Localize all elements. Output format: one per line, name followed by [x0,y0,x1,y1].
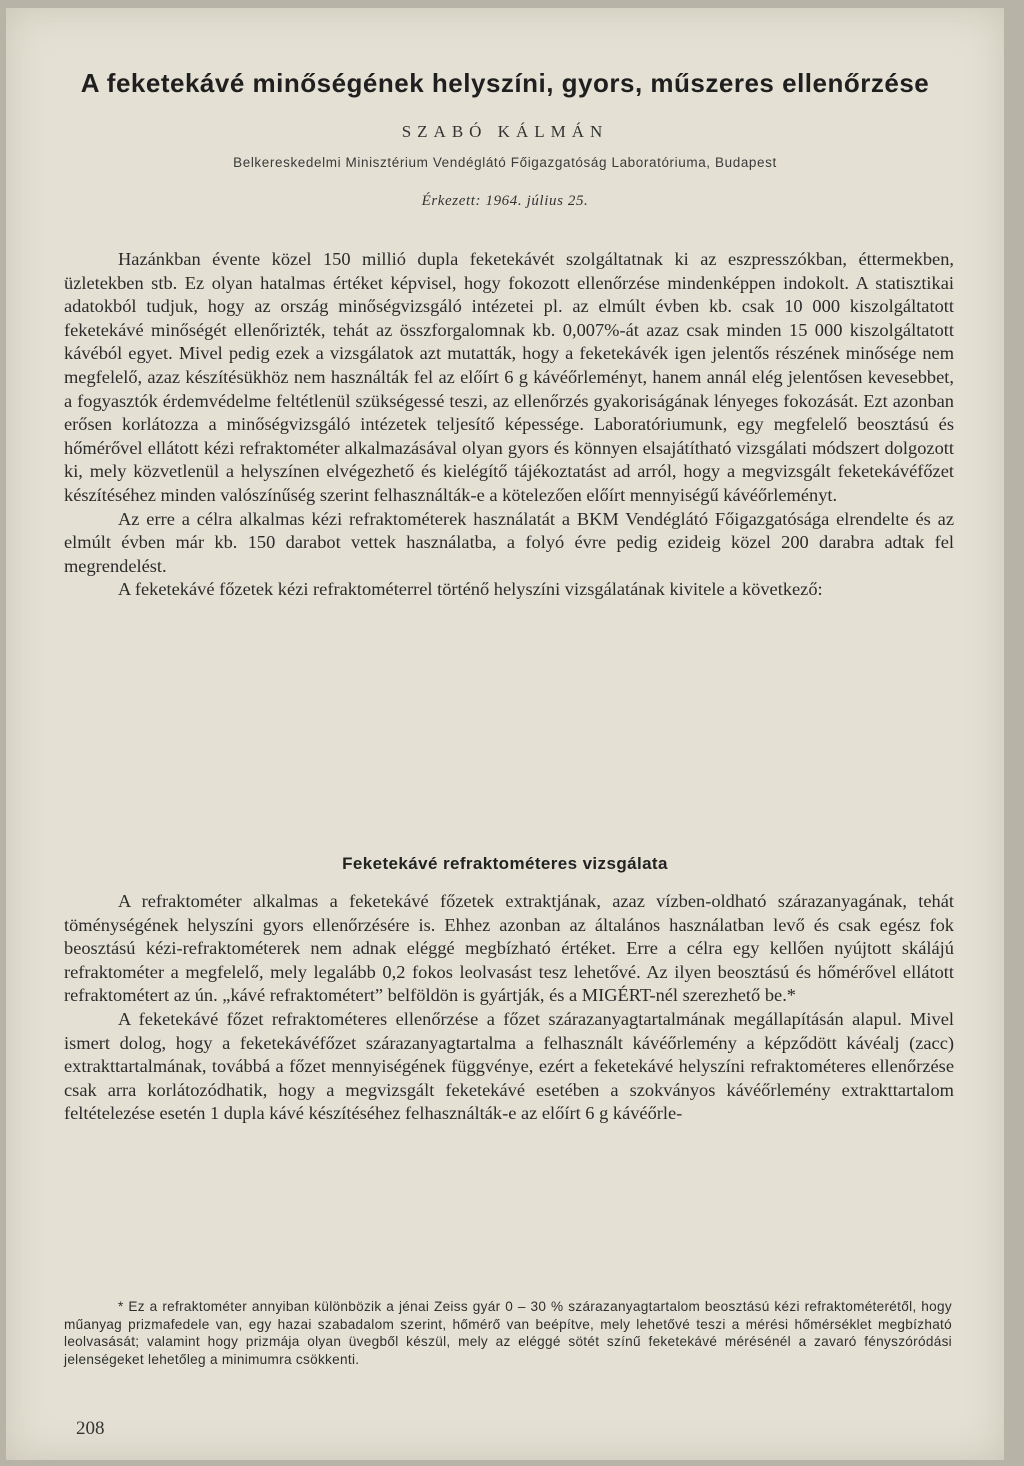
paragraph: A feketekávé főzetek kézi refraktométerrel történő helyszíni vizsgálatának kivitele a következő: [118,579,823,600]
paragraph: Az erre a célra alkalmas kézi refraktométerek használatát a BKM Vendéglátó Főigazgatósága elrendelte és az elmúlt évben már kb. 150 darabot vettek használatba, a folyó évre pedig ezideig közel 200 darabra adtak fel megrendelést. [64,508,954,576]
footnote: * Ez a refraktométer annyiban különbözik a jénai Zeiss gyár 0 – 30 % szárazanyagtartalom beosztású kézi refraktométerétől, hogy műanyag prizmafedele van, egy hazai szabadalom szerint, hőmérő van beépítve, mely lehetővé teszi a mérési hőmérséklet megbízható leolvasását; valamint hogy prizmája olyan üvegből készül, mely az eléggé sötét színű feketekávé mérésénél a zavaró fényszóródási jelenségeket lehetőleg a minimumra csökkenti. [64,1299,952,1367]
author-affiliation: Belkereskedelmi Minisztérium Vendéglátó Főigazgatóság Laboratóriuma, Budapest [233,155,777,170]
author-name: SZABÓ KÁLMÁN [401,122,609,141]
paragraph: A feketekávé főzet refraktométeres ellenőrzése a főzet szárazanyagtartalmának megállapításán alapul. Mivel ismert dolog, hogy a feketekávéfőzet szárazanyagtartalma a felhasznált kávéőrlemény a képződött kávéalj (zacc) extrakttartalmának, továbbá a főzet mennyiségének függvénye, ezért a feketekávé helyszíni refraktométeres ellenőrzése csak arra korlátozódhatik, hogy a megvizsgált feketekávé esetében a szokványos kávéőrlemény extrakttartalom feltételezése esetén 1 dupla kávé készítéséhez felhasználták-e az előírt 6 g kávéőrle- [64,1008,954,1124]
paragraph: A refraktométer alkalmas a feketekávé főzetek extraktjának, azaz vízben-oldható szárazanyagának, tehát töménységének helyszíni gyors ellenőrzésére is. Ehhez azonban az általános használatban levő és csak egész fok beosztású kézi-refraktométerek nem adnak eléggé megbízható értéket. Erre a célra egy kellően nyújtott skálájú refraktométer a megfelelő, mely legalább 0,2 fokos leolvasást tesz lehetővé. Az ilyen beosztású és hőmérővel ellátott refraktométert az ún. „kávé refraktométert” belföldön is gyártják, és a MIGÉRT-nél szerezhető be.* [64,891,954,1006]
article-title: A feketekávé minőségének helyszíni, gyors, műszeres ellenőrzése [80,68,930,98]
page-number: 208 [76,1418,105,1439]
section-heading: Feketekávé refraktométeres vizsgálata [342,854,668,873]
section-text [64,890,954,1126]
document-page [6,8,1004,1460]
intro-text [64,248,954,602]
paragraph: Hazánkban évente közel 150 millió dupla feketekávét szolgáltatnak ki az eszpresszókban, éttermekben, üzletekben stb. Ez olyan hatalmas értéket képvisel, hogy fokozott ellenőrzése mindenképpen indokolt. A statisztikai adatokból tudjuk, hogy az ország minőségvizsgáló intézetei pl. az elmúlt évben kb. csak 10 000 kiszolgáltatott feketekávé minőségét ellenőrizték, tehát az összforgalomnak kb. 0,007%-át azaz csak minden 15 000 kiszolgáltatott kávéból egyet. Mivel pedig ezek a vizsgálatok azt mutatták, hogy a feketekávék igen jelentős részének minősége nem megfelelő, azaz készítésükhöz nem használták fel az előírt 6 g kávéőrleményt, hanem annál elég jelentősen kevesebbet, a fogyasztók érdemvédelme feltétlenül szükségessé teszi, az ellenőrzés gyakoriságának lényeges fokozását. Ezt azonban erősen korlátozza a minőségvizsgáló intézetek teljesítő képessége. Laboratóriumunk, egy megfelelő beosztású és hőmérővel ellátott kézi refraktométer alkalmazásával olyan gyors és könnyen elsajátítható vizsgálati módszert dolgozott ki, mely közvetlenül a helyszínen elvégezhető és kielégítő tájékoztatást ad arról, hogy a megvizsgált feketekávéfőzet készítéséhez minden valószínűség szerint felhasználták-e a kötelezően előírt mennyiségű kávéőrleményt. [64,249,954,505]
received-date: Érkezett: 1964. július 25. [421,193,589,209]
